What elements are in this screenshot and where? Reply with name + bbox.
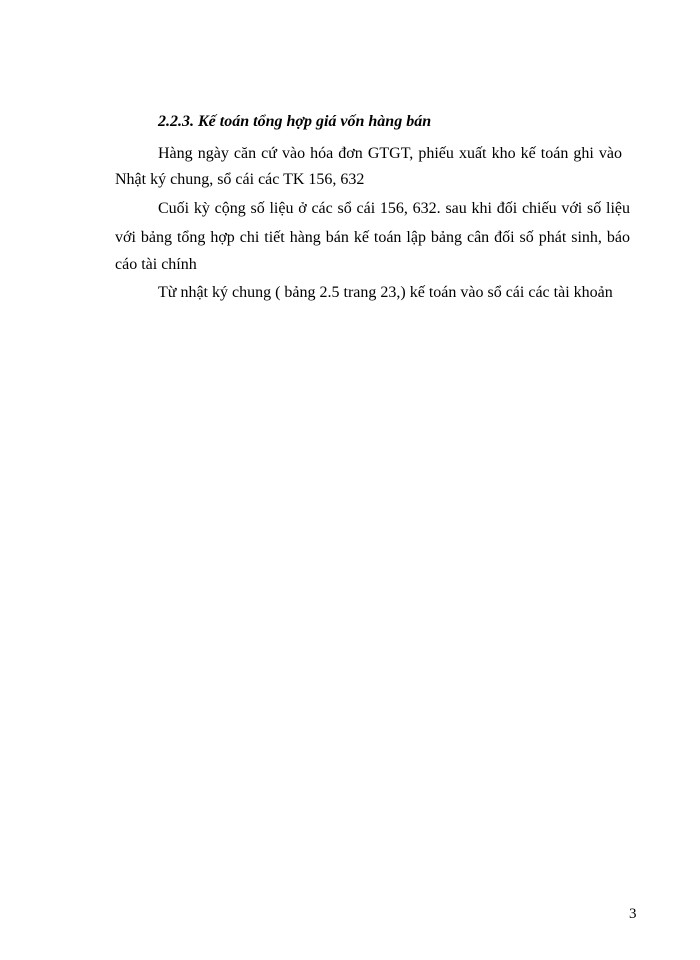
paragraph-line-1: Hàng ngày căn cứ vào hóa đơn GTGT, phiếu xuất kho kế toán ghi vào bbox=[158, 145, 622, 162]
page-number: 3 bbox=[629, 906, 637, 922]
paragraph-line-3: Cuối kỳ cộng số liệu ở các sổ cái 156, 632. sau khi đối chiếu với số liệu bbox=[158, 200, 630, 217]
section-heading: 2.2.3. Kế toán tổng hợp giá vốn hàng bán bbox=[158, 113, 432, 130]
paragraph-line-2: Nhật ký chung, sổ cái các TK 156, 632 bbox=[115, 171, 365, 188]
paragraph-line-5: cáo tài chính bbox=[115, 256, 197, 273]
paragraph-line-4: với bảng tổng hợp chi tiết hàng bán kế toán lập bảng cân đối số phát sinh, báo bbox=[115, 229, 630, 246]
paragraph-line-6: Từ nhật ký chung ( bảng 2.5 trang 23,) kế toán vào sổ cái các tài khoản bbox=[158, 284, 613, 301]
